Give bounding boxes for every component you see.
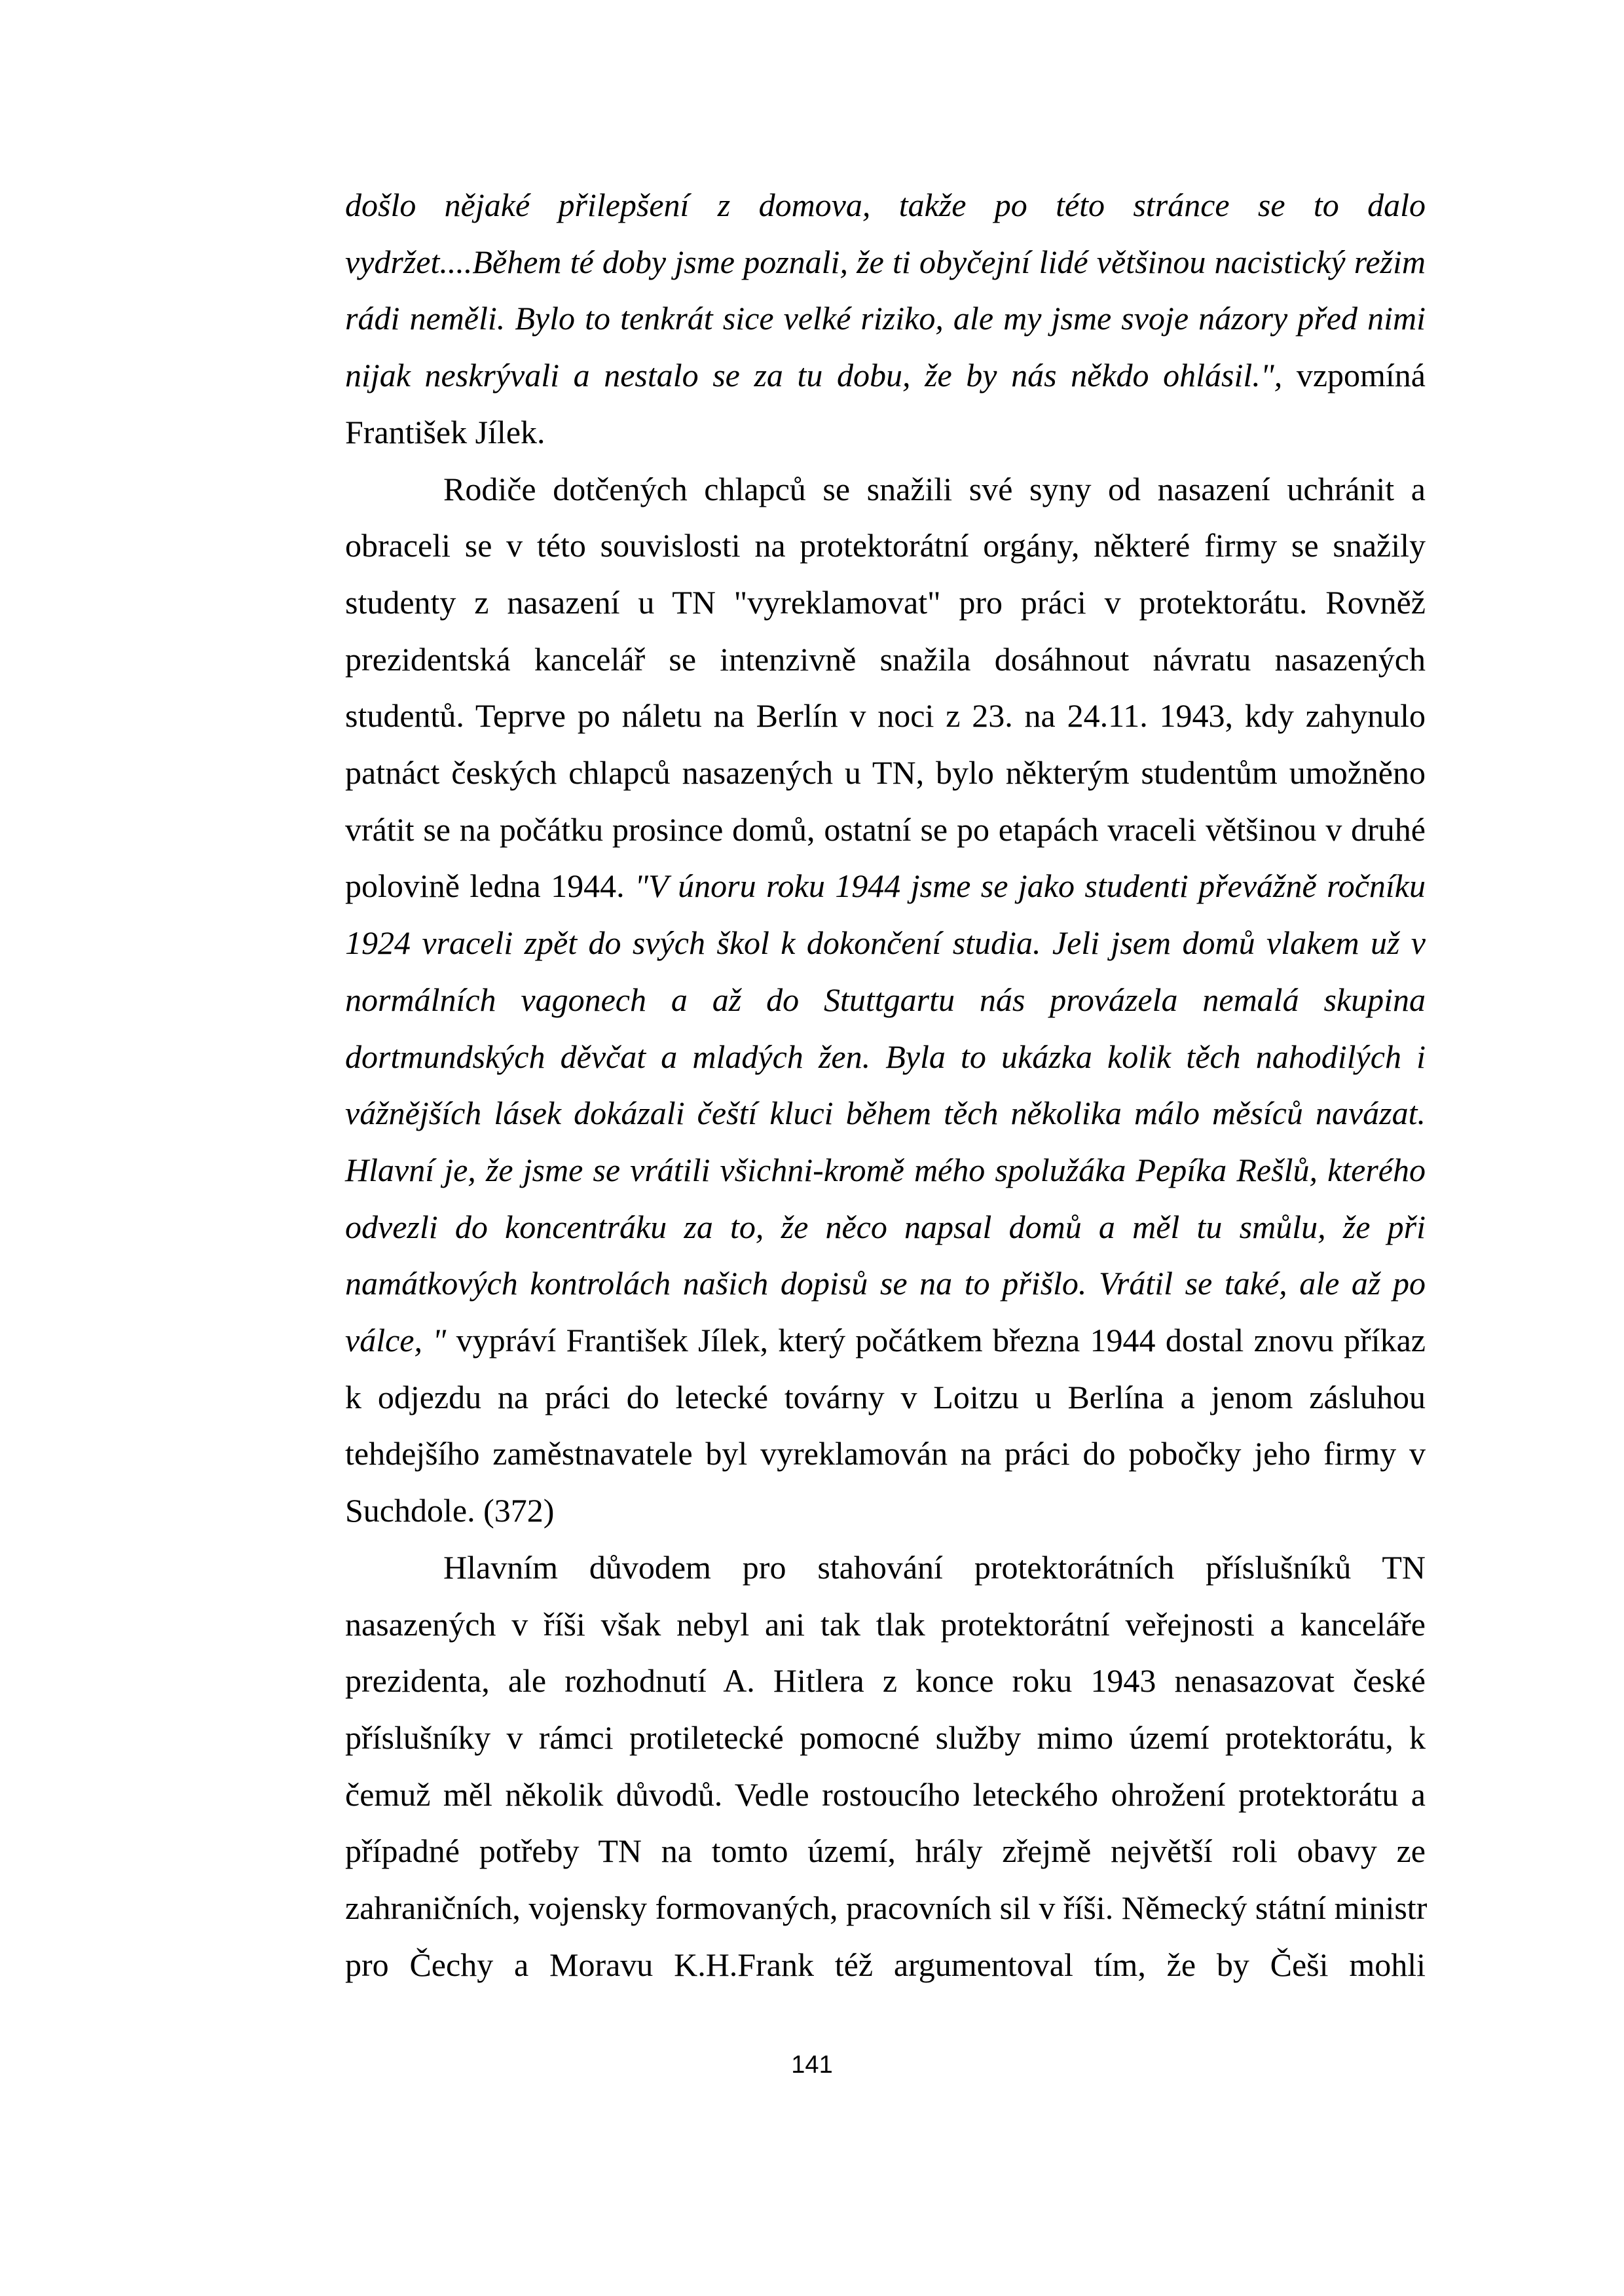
- text-line: [345, 1596, 1426, 1653]
- text-line: [345, 404, 1426, 461]
- text-line: [345, 1425, 1426, 1482]
- text-line: [345, 1823, 1426, 1880]
- text-run: vypráví František Jílek, který počátkem března 1944 dostal znovu příkaz: [446, 1322, 1426, 1359]
- italic-quote-text: válce, ": [345, 1322, 447, 1359]
- text-run: Hlavním důvodem pro stahování protektorátních příslušníků TN: [443, 1548, 1426, 1586]
- text-run: František Jílek.: [345, 413, 545, 450]
- text-line: [345, 290, 1426, 347]
- italic-quote-text: normálních vagonech a až do Stuttgartu nás provázela nemalá skupina: [345, 981, 1426, 1018]
- italic-quote-text: vážnějších lásek dokázali čeští kluci během těch několika málo měsíců navázat.: [345, 1095, 1426, 1132]
- paragraph-2: [345, 461, 1426, 1539]
- text-line: [345, 687, 1426, 744]
- italic-quote-text: došlo nějaké přilepšení z domova, takže po této stránce se to dalo: [345, 187, 1426, 223]
- text-line: [345, 1880, 1426, 1937]
- text-line: [345, 1255, 1426, 1312]
- text-line: [345, 631, 1426, 688]
- text-line: [345, 574, 1426, 631]
- text-line: [345, 1709, 1426, 1766]
- text-run: Rodiče dotčených chlapců se snažili své syny od nasazení uchránit a: [443, 470, 1426, 507]
- text-line: [345, 347, 1426, 404]
- text-run: případné potřeby TN na tomto území, hrály zřejmě největší roli obavy ze: [345, 1832, 1426, 1870]
- text-run: příslušníky v rámci protiletecké pomocné služby mimo území protektorátu, k: [345, 1719, 1426, 1756]
- text-line: [345, 915, 1426, 972]
- italic-quote-text: rádi neměli. Bylo to tenkrát sice velké riziko, ale my jsme svoje názory před nimi: [345, 300, 1426, 337]
- text-run: pro Čechy a Moravu K.H.Frank též argumentoval tím, že by Češi mohli: [345, 1946, 1426, 1983]
- page-number: 141: [791, 2051, 833, 2079]
- text-line: [345, 744, 1426, 801]
- text-run: prezidenta, ale rozhodnutí A. Hitlera z konce roku 1943 nenasazovat české: [345, 1662, 1426, 1700]
- text-run: studenty z nasazení u TN "vyreklamovat" pro práci v protektorátu. Rovněž: [345, 583, 1426, 621]
- text-line: [345, 461, 1426, 518]
- text-line: [345, 234, 1426, 291]
- text-line: [345, 1539, 1426, 1596]
- text-run: tehdejšího zaměstnavatele byl vyreklamován na práci do pobočky jeho firmy v: [345, 1435, 1426, 1472]
- text-line: [345, 517, 1426, 574]
- text-line: [345, 1199, 1426, 1256]
- text-line: [345, 1142, 1426, 1199]
- text-run: nasazených v říši však nebyl ani tak tlak protektorátní veřejnosti a kanceláře: [345, 1605, 1426, 1643]
- text-run: vzpomíná: [1282, 357, 1426, 394]
- italic-quote-text: Hlavní je, že jsme se vrátili všichni-kromě mého spolužáka Pepíka Rešlů, kterého: [345, 1151, 1426, 1188]
- text-line: [345, 1937, 1426, 1994]
- italic-quote-text: nijak neskrývali a nestalo se za tu dobu, že by nás někdo ohlásil.",: [345, 357, 1283, 394]
- text-line: [345, 858, 1426, 915]
- italic-quote-text: "V únoru roku 1944 jsme se jako studenti převážně ročníku: [635, 867, 1426, 905]
- text-line: [345, 1029, 1426, 1085]
- text-run: zahraničních, vojensky formovaných, pracovních sil v říši. Německý státní ministr: [345, 1889, 1428, 1927]
- text-run: čemuž měl několik důvodů. Vedle rostoucího leteckého ohrožení protektorátu a: [345, 1776, 1426, 1813]
- text-run: vrátit se na počátku prosince domů, ostatní se po etapách vraceli většinou v druhé: [345, 811, 1426, 848]
- text-run: patnáct českých chlapců nasazených u TN, bylo některým studentům umožněno: [345, 754, 1426, 792]
- paragraph-1: [345, 177, 1426, 461]
- text-line: [345, 801, 1426, 858]
- text-line: [345, 1652, 1426, 1709]
- text-run: k odjezdu na práci do letecké továrny v Loitzu u Berlína a jenom zásluhou: [345, 1378, 1426, 1415]
- text-line: [345, 1369, 1426, 1426]
- body-text: [345, 177, 1426, 1994]
- italic-quote-text: vydržet....Během té doby jsme poznali, že ti obyčejní lidé většinou nacistický režim: [345, 243, 1426, 280]
- text-line: [345, 1766, 1426, 1823]
- text-line: [345, 177, 1426, 234]
- italic-quote-text: namátkových kontrolách našich dopisů se na to přišlo. Vrátil se také, ale až po: [345, 1265, 1426, 1302]
- italic-quote-text: dortmundských děvčat a mladých žen. Byla to ukázka kolik těch nahodilých i: [345, 1038, 1426, 1075]
- italic-quote-text: 1924 vraceli zpět do svých škol k dokončení studia. Jeli jsem domů vlakem už v: [345, 924, 1426, 962]
- italic-quote-text: odvezli do koncentráku za to, že něco napsal domů a měl tu smůlu, že při: [345, 1208, 1426, 1245]
- text-line: [345, 972, 1426, 1029]
- text-line: [345, 1312, 1426, 1369]
- paragraph-3: [345, 1539, 1426, 1994]
- text-line: [345, 1085, 1426, 1142]
- text-run: studentů. Teprve po náletu na Berlín v noci z 23. na 24.11. 1943, kdy zahynulo: [345, 697, 1426, 735]
- text-run: Suchdole. (372): [345, 1492, 555, 1529]
- text-run: prezidentská kancelář se intenzivně snažila dosáhnout návratu nasazených: [345, 640, 1426, 678]
- text-run: polovině ledna 1944.: [345, 867, 635, 905]
- text-run: obraceli se v této souvislosti na protektorátní orgány, některé firmy se snažily: [345, 527, 1426, 564]
- text-line: [345, 1482, 1426, 1539]
